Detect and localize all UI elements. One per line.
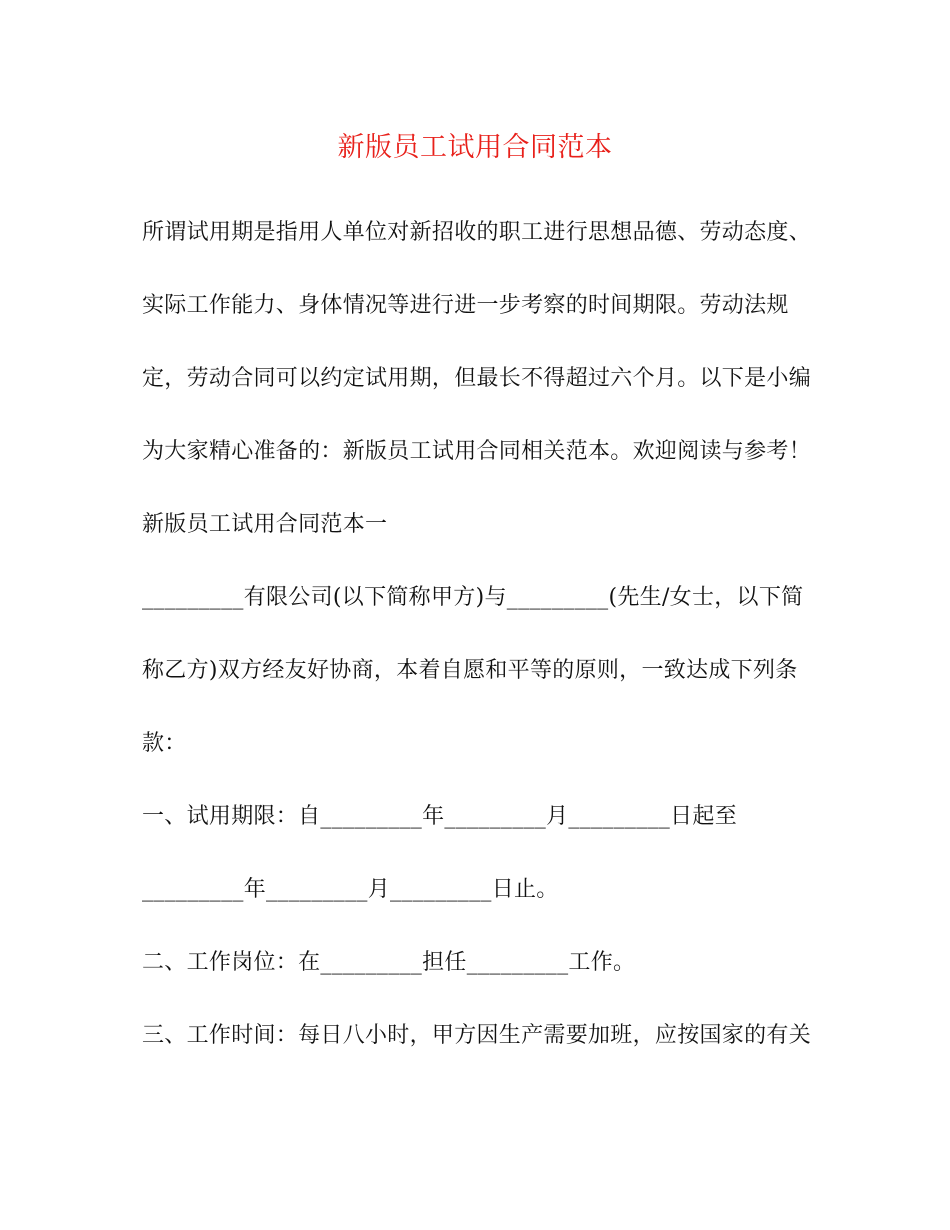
intro-line-2: 实际工作能力、身体情况等进行进一步考察的时间期限。劳动法规 xyxy=(142,293,789,318)
clause-3-line: 三、工作时间：每日八小时，甲方因生产需要加班，应按国家的有关 xyxy=(142,1023,812,1048)
intro-line-1: 所谓试用期是指用人单位对新招收的职工进行思想品德、劳动态度、 xyxy=(142,220,812,245)
intro-line-4: 为大家精心准备的：新版员工试用合同相关范本。欢迎阅读与参考！ xyxy=(142,439,812,464)
clause-1-line-2: _________年_________月_________日止。 xyxy=(142,877,559,902)
contract-line-1: _________有限公司(以下简称甲方)与_________(先生/女士，以下简 xyxy=(142,585,804,610)
clause-1-line-1: 一、试用期限：自_________年_________月_________日起至 xyxy=(142,804,738,829)
clause-2-line: 二、工作岗位：在_________担任_________工作。 xyxy=(142,950,636,975)
contract-line-2: 称乙方)双方经友好协商，本着自愿和平等的原则，一致达成下列条 xyxy=(142,658,798,683)
document-title: 新版员工试用合同范本 xyxy=(337,132,613,163)
section-heading: 新版员工试用合同范本一 xyxy=(142,512,388,537)
intro-line-3: 定，劳动合同可以约定试用期，但最长不得超过六个月。以下是小编 xyxy=(142,366,812,391)
contract-line-3: 款： xyxy=(142,731,187,756)
